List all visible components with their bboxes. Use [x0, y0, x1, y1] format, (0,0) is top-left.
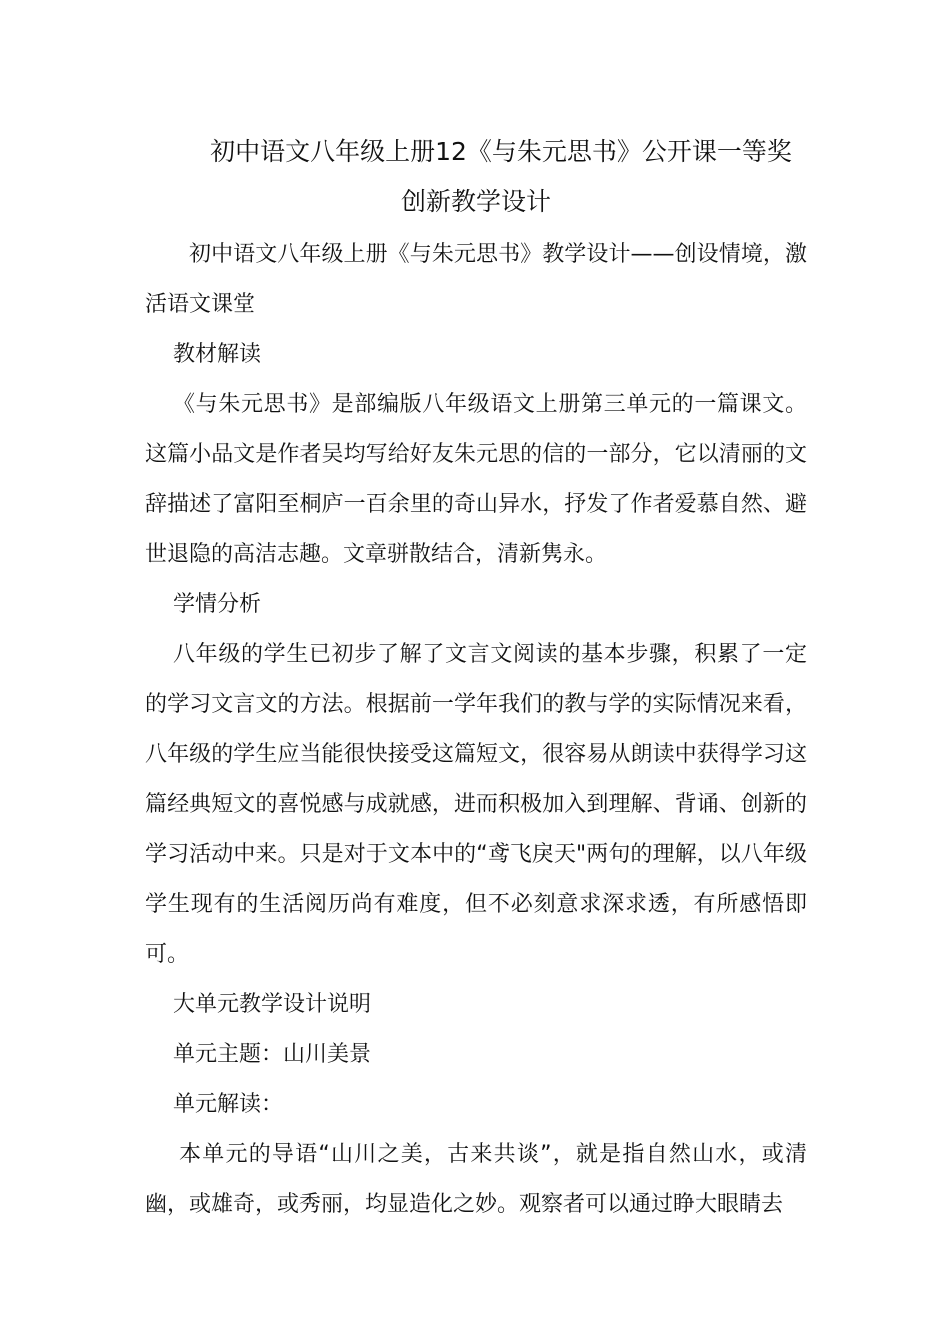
paragraph-unit-theme: 单元主题：山川美景	[173, 1042, 372, 1067]
paragraph-unit-reading-label: 单元解读：	[173, 1092, 284, 1117]
document-body	[145, 230, 807, 1230]
section-heading-student-analysis: 学情分析	[173, 592, 262, 617]
document-title-line-2: 创新教学设计	[400, 187, 551, 216]
subtitle-paragraph: 初中语文八年级上册《与朱元思书》教学设计——创设情境，激活语文课堂	[145, 242, 807, 317]
document-title-line-1: 初中语文八年级上册12《与朱元思书》公开课一等奖	[210, 137, 792, 166]
section-heading-textbook-reading: 教材解读	[173, 342, 262, 367]
section-heading-unit-design: 大单元教学设计说明	[173, 992, 372, 1017]
paragraph-student-analysis: 八年级的学生已初步了解了文言文阅读的基本步骤，积累了一定的学习文言文的方法。根据前一学年我们的教与学的实际情况来看，八年级的学生应当能很快接受这篇短文，很容易从朗读中获得学习这篇经典短文的喜悦感与成就感，进而积极加入到理解、背诵、创新的学习活动中来。只是对于文本中的“鸢飞戾天"两句的理解，以八年级学生现有的生活阅历尚有难度，但不必刻意求深求透，有所感悟即可。	[145, 642, 807, 967]
paragraph-unit-reading: 本单元的导语“山川之美，古来共谈”，就是指自然山水，或清幽，或雄奇，或秀丽，均显造化之妙。观察者可以通过睁大眼睛去	[145, 1142, 807, 1217]
paragraph-textbook-reading: 《与朱元思书》是部编版八年级语文上册第三单元的一篇课文。这篇小品文是作者吴均写给好友朱元思的信的一部分，它以清丽的文辞描述了富阳至桐庐一百余里的奇山异水，抒发了作者爱慕自然、避世退隐的高洁志趣。文章骈散结合，清新隽永。	[145, 392, 807, 567]
